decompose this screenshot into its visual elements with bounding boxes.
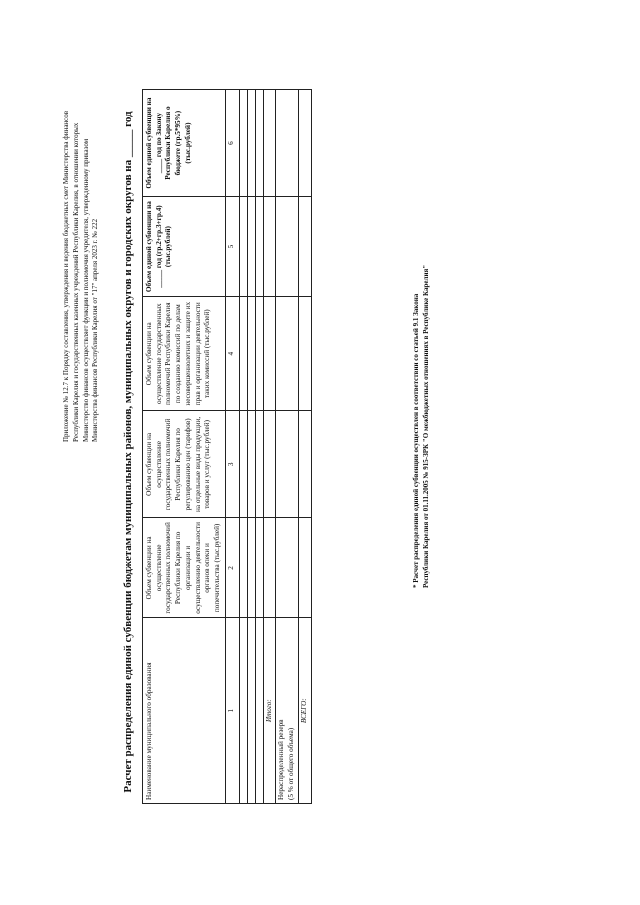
footnote: * Расчет распределения единой субвенции осуществлен в соответствии со статьей 9.1 Закона Республики Карелия от 01.11.2005 № 915-ЗРК "О межбюджетных отношениях в Республике Карелия" [412, 264, 430, 588]
column-number: 6 [225, 90, 239, 197]
reserve-label [276, 618, 298, 804]
column-number: 3 [225, 411, 239, 518]
grand-total-row [298, 90, 311, 804]
reserve-label-line2: (5 % от общего объема) [287, 727, 296, 800]
header-municipality: Наименование муниципального образования [143, 618, 226, 804]
header-minors-commission: Объем субвенции на осуществление государственных полномочий Республики Карелия по созданию комиссий по делам несовершеннолетних и защите их прав и организации деятельности таких комиссий (тыс.рублей) [143, 297, 226, 411]
rotated-document-page [50, 72, 590, 832]
header-row [143, 90, 226, 804]
total-label: Итого: [263, 618, 276, 804]
column-number: 5 [225, 197, 239, 297]
header-unified-subvention: Объем единой субвенции на _____ год (гр.2+гр.3+гр.4) (тыс.рублей) [143, 197, 226, 297]
document-title: Расчет распределения единой субвенции бюджетам муниципальных районов, муниципальных округов и городских округов на _____ год [122, 111, 134, 793]
grand-total-label: ВСЕГО: [298, 618, 311, 804]
column-number: 2 [225, 518, 239, 618]
reserve-row [276, 90, 298, 804]
empty-row [255, 90, 263, 804]
header-guardianship: Объем субвенции на осуществление государственных полномочий Республики Карелия по организации и осуществлению деятельности органов опеки и попечительства (тыс.рублей) [143, 518, 226, 618]
total-row [263, 90, 276, 804]
column-number: 4 [225, 297, 239, 411]
empty-row [247, 90, 255, 804]
column-number-row [225, 90, 239, 804]
header-subvention-by-law: Объем единой субвенции на ____ год по Закону Республики Карелия о бюджете (гр.5*95%) (тыс.рублей) [143, 90, 226, 197]
empty-row [239, 90, 247, 804]
reserve-label-line1: Нераспределенный резерв [277, 719, 286, 800]
header-tariffs: Объем субвенции на осуществление государственных полномочий Республики Карелия по регулированию цен (тарифов) на отдельные виды продукции, товаров и услуг (тыс.рублей) [143, 411, 226, 518]
subvention-table [142, 89, 312, 804]
column-number: 1 [225, 618, 239, 804]
approval-note: Приложение № 12.7 к Порядку составления, утверждения и ведения бюджетных смет Министерства финансов Республики Карелия и государственных казенных учреждений Республики Карелия, в отношении которых Министерство финансов осуществляет функции и полномочия учредителя, утвержденному приказом Министерства финансов Республики Карелия от "17" апреля 2023 г. № 222 [62, 110, 100, 442]
